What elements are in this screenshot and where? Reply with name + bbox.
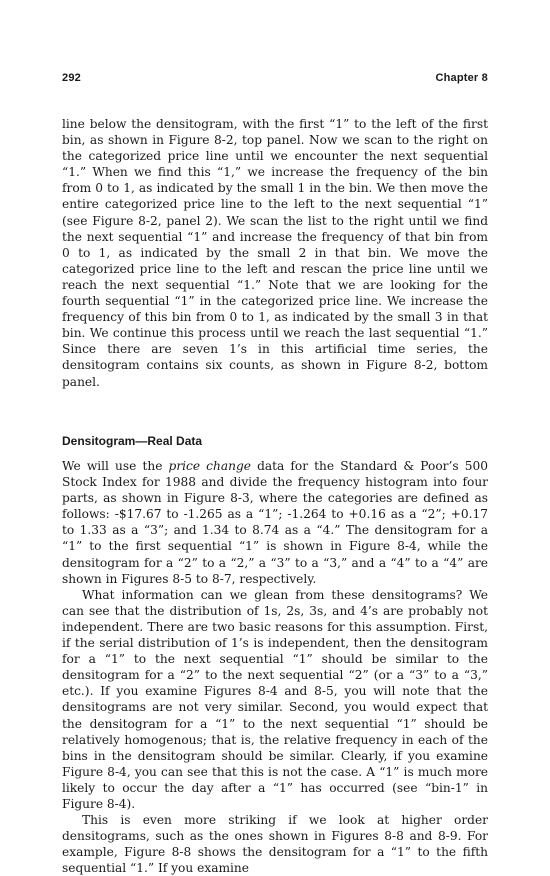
running-header xyxy=(62,72,488,88)
paragraph-analysis: What information can we glean from these densitograms? We can see that the distribution of 1s, 2s, 3s, and 4’s are probably not independent. There are two basic reasons for this assumption. First, if the serial distribution of 1’s is independent, then the densitogram for a “1” to the next sequential “1” should be similar to the densitogram for a “2” to the next sequential “2” (or a “3” to a “3,” etc.). If you examine Figures 8-4 and 8-5, you will note that the densitograms are not very similar. Second, you would expect that the densitogram for a “1” to the next sequential “1” should be relatively homogenous; that is, the relative frequency in each of the bins in the densitogram should be similar. Clearly, if you examine Figure 8-4, you can see that this is not the case. A “1” is much more likely to occur the day after a “1” has occurred (see “bin-1” in Figure 8-4). xyxy=(62,587,488,811)
section-heading: Densitogram—Real Data xyxy=(62,434,203,448)
paragraph-continued: line below the densitogram, with the first “1” to the left of the first bin, as shown in Figure 8-2, top panel. Now we scan to the right on the categorized price line until we encounter the next sequential “1.” When we find this “1,” we increase the frequency of the bin from 0 to 1, as indicated by the small 1 in the bin. We then move the entire categorized price line to the left to the next sequential “1” (see Figure 8-2, panel 2). We scan the list to the right until we find the next sequential “1” and increase the frequency of that bin from 0 to 1, as indicated by the small 2 in that bin. We move the categorized price line to the left and rescan the price line until we reach the next sequential “1.” Note that we are looking for the fourth sequential “1” in the categorized price line. We increase the frequency of this bin from 0 to 1, as indicated by the small 3 in that bin. We continue this process until we reach the last sequential “1.” Since there are seven 1’s in this artificial time series, the densitogram contains six counts, as shown in Figure 8-2, bottom panel. xyxy=(62,117,488,389)
paragraph-intro-part-b: data for the Standard & Poor’s 500 Stock Index for 1988 and divide the frequency histogram into four parts, as shown in Figure 8-3, where the categories are defined as follows: -$17.67 to -1.265 as a “1”; -1.264 to +0.16 as a “2”; +0.17 to 1.33 as a “3”; and 1.34 to 8.74 as a “4.” The densitogram for a “1” to the first sequential “1” is shown in Figure 8-4, while the densitogram for a “2” to a “2,” a “3” to a “3,” and a “4” to a “4” are shown in Figures 8-5 to 8-7, respectively. xyxy=(62,459,488,586)
paragraph-intro xyxy=(62,458,488,587)
paragraph-intro-part-a: We will use the xyxy=(62,459,169,473)
emphasis-price-change: price change xyxy=(168,459,251,473)
body-text-section xyxy=(62,458,488,876)
paragraph-higher-order: This is even more striking if we look at higher order densitograms, such as the ones shown in Figures 8-8 and 8-9. For example, Figure 8-8 shows the densitogram for a “1” to the fifth sequential “1.” If you examine xyxy=(62,813,488,876)
page-number: 292 xyxy=(62,72,81,84)
body-text-top xyxy=(62,116,488,390)
chapter-label: Chapter 8 xyxy=(435,72,488,84)
